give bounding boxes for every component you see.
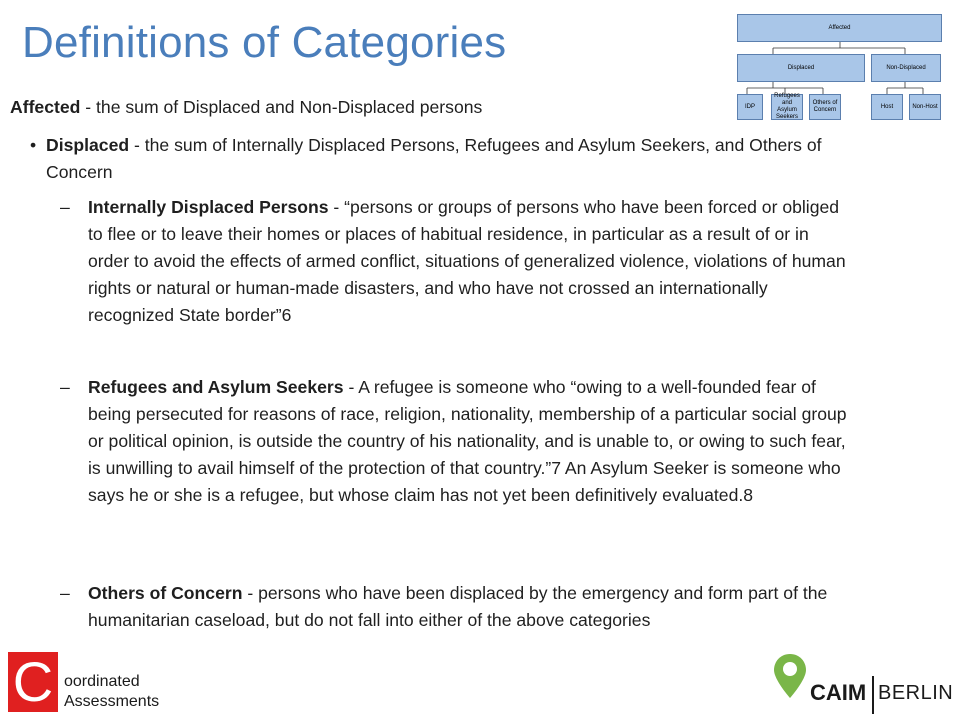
displaced-term: Displaced xyxy=(46,135,130,155)
page-title: Definitions of Categories xyxy=(22,18,507,67)
dash-marker: – xyxy=(60,377,70,397)
diagram-displaced-label: Displaced xyxy=(787,64,815,71)
coordinated-assessments-logo xyxy=(8,652,178,716)
diagram-affected-label: Affected xyxy=(828,24,851,31)
logo-c-letter: C xyxy=(12,650,54,713)
logo-c-block xyxy=(8,652,58,712)
refugees-def: - A refugee is someone who “owing to a well-founded fear of being persecuted for reasons of race, religion, nationality, membership of a particular social group or political opinion, is outside the country of his nationality, and is unable to, or owing to such fear, is unwilling to avail himself of the protection of that country.”7 An Asylum Seeker is someone who says he or she is a refugee, but whose claim has not yet been definitively evaluated.8 xyxy=(88,377,847,505)
bullet-marker: • xyxy=(30,135,37,155)
berlin-text: BERLIN xyxy=(878,682,954,704)
diagram-idp-box xyxy=(737,94,763,120)
idp-def: - “persons or groups of persons who have been forced or obliged to flee or to leave their homes or places of habitual residence, in particular as a result of or in order to avoid the effects of armed conflict, situations of generalized violence, violations of human rights or natural or human-made disasters, and who have not crossed an internationally recognized State border”6 xyxy=(88,197,846,325)
others-term: Others of Concern xyxy=(88,583,243,603)
others-def: - persons who have been displaced by the emergency and form part of the humanitarian caseload, but do not fall into either of the above categories xyxy=(88,583,828,630)
map-pin-icon xyxy=(770,652,810,702)
category-diagram xyxy=(735,12,945,122)
diagram-host-box xyxy=(871,94,903,120)
diagram-non-host-box xyxy=(909,94,941,120)
refugees-term: Refugees and Asylum Seekers xyxy=(88,377,344,397)
diagram-idp-label: IDP xyxy=(744,103,755,110)
diagram-host-label: Host xyxy=(880,103,894,110)
logo-line-1: oordinated xyxy=(64,673,140,690)
diagram-displaced-box xyxy=(737,54,865,82)
affected-definition xyxy=(10,94,482,121)
diagram-non-host-label: Non-Host xyxy=(912,103,938,110)
diagram-refugees-label: Refugees and Asylum Seekers xyxy=(774,93,800,120)
dash-marker: – xyxy=(60,583,70,603)
diagram-others-box xyxy=(809,94,841,120)
diagram-non-displaced-box xyxy=(871,54,941,82)
displaced-def: - the sum of Internally Displaced Persons, Refugees and Asylum Seekers, and Others of Concern xyxy=(46,135,822,182)
logo-left-text xyxy=(64,672,159,712)
caim-text: CAIM xyxy=(810,680,867,705)
affected-term: Affected xyxy=(10,97,81,117)
caim-berlin-logo xyxy=(770,652,954,716)
logo-line-2: Assessments xyxy=(64,693,160,710)
logo-divider xyxy=(872,676,874,714)
dash-marker: – xyxy=(60,197,70,217)
affected-def: - the sum of Displaced and Non-Displaced persons xyxy=(80,97,483,117)
diagram-non-displaced-label: Non-Displaced xyxy=(886,64,926,71)
diagram-others-label: Others of Concern xyxy=(812,100,838,113)
diagram-refugees-box xyxy=(771,94,803,120)
idp-term: Internally Displaced Persons xyxy=(88,197,329,217)
diagram-affected-box xyxy=(737,14,942,42)
